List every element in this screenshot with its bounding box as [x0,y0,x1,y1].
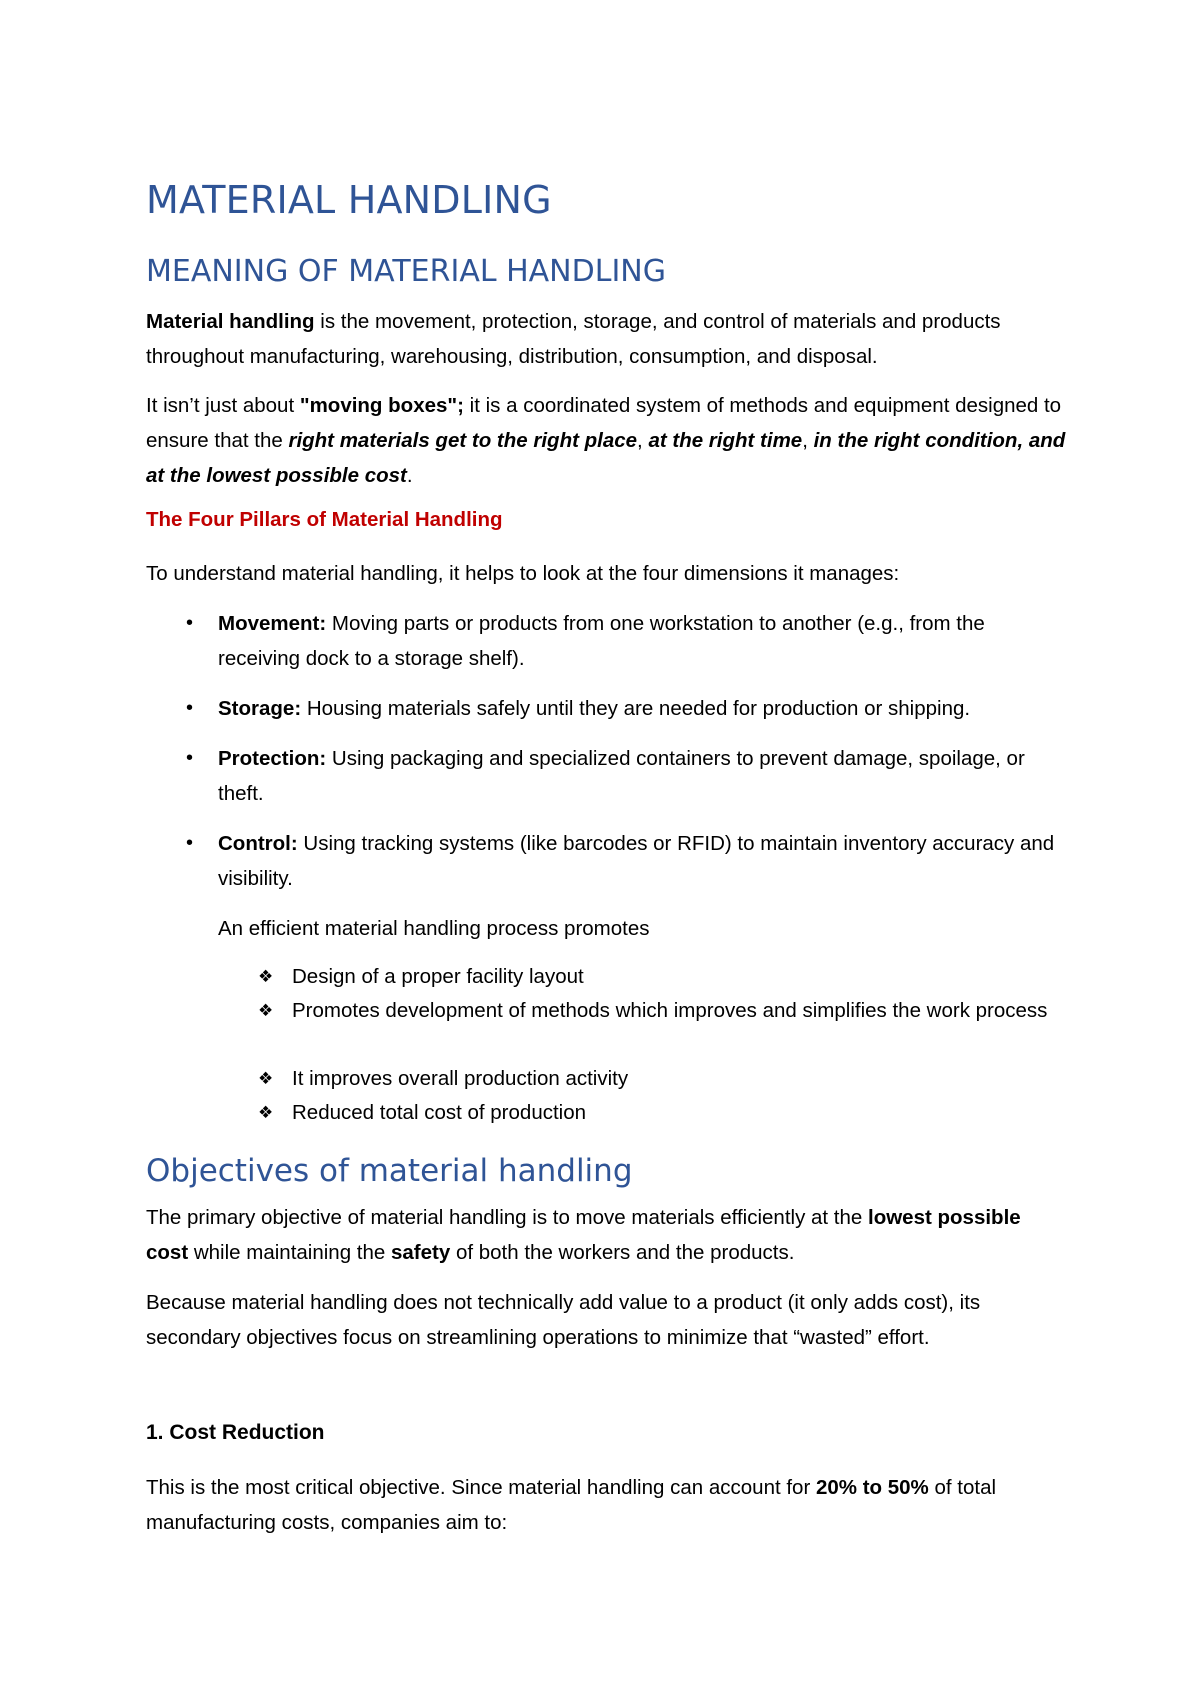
list-item-desc: Using tracking systems (like barcodes or RFID) to maintain inventory accuracy and visibility. [218,832,1055,890]
list-item-desc: Housing materials safely until they are needed for production or shipping. [301,697,971,720]
paragraph-definition [146,304,1066,374]
paragraph-text: of total manufacturing costs, companies aim to: [146,1476,997,1534]
list-item-text [218,826,1066,896]
list-item-text [218,691,1066,726]
list-item-term: Movement: [218,612,327,635]
section-heading-objectives: Objectives of material handling [146,1153,633,1189]
punctuation: , [802,429,814,452]
emphasis-text: right materials get to the right place [288,429,638,452]
disc-bullet-icon: • [186,612,194,634]
paragraph-coordinated-system [146,388,1066,493]
punctuation: , [637,429,649,452]
list-item-term: Control: [218,832,298,855]
four-diamond-bullet-icon: ❖ [258,1103,274,1123]
paragraph-text: The primary objective of material handling is to move materials efficiently at the [146,1206,869,1229]
pillars-intro: To understand material handling, it helps to look at the four dimensions it manages: [146,562,900,585]
list-item-term: Protection: [218,747,327,770]
bold-term: safety [391,1241,451,1264]
list-item-text [218,606,1066,676]
four-diamond-bullet-icon: ❖ [258,1001,274,1021]
bold-term: lowest possible cost [146,1206,1021,1264]
list-item-desc: Moving parts or products from one workstation to another (e.g., from the receiving dock to a storage shelf). [218,612,985,670]
paragraph-text: is the movement, protection, storage, and control of materials and products throughout manufacturing, warehousing, distribution, consumption, and disposal. [146,310,1001,368]
punctuation: . [406,464,413,487]
bold-term: 20% to 50% [815,1476,929,1499]
paragraph-text: it is a coordinated system of methods and equipment designed to ensure that the [146,394,1062,452]
promotes-item-text: It improves overall production activity [292,1067,629,1090]
document-title: MATERIAL HANDLING [146,178,552,222]
paragraph-text: while maintaining the [188,1241,391,1264]
four-diamond-bullet-icon: ❖ [258,967,274,987]
promotes-intro: An efficient material handling process promotes [218,917,650,940]
pillars-heading: The Four Pillars of Material Handling [146,508,503,531]
paragraph-text: It isn’t just about [146,394,300,417]
disc-bullet-icon: • [186,747,194,769]
bold-term: Material handling [146,310,315,333]
paragraph-secondary-objectives: Because material handling does not technically add value to a product (it only adds cost), its secondary objectives focus on streamlining operations to minimize that “wasted” effort. [146,1291,981,1349]
four-diamond-bullet-icon: ❖ [258,1069,274,1089]
bold-quote: "moving boxes"; [299,394,464,417]
list-item-desc: Using packaging and specialized containers to prevent damage, spoilage, or theft. [218,747,1025,805]
paragraph-text: of both the workers and the products. [450,1241,795,1264]
section-heading-meaning: MEANING OF MATERIAL HANDLING [146,254,666,289]
list-item-term: Storage: [218,697,302,720]
list-item-text [218,741,1066,811]
emphasis-text: at the right time [648,429,803,452]
emphasis-text: in the right condition, and at the lowest possible cost [146,429,1066,487]
promotes-item-text: Reduced total cost of production [292,1101,587,1124]
paragraph-primary-objective [146,1200,1066,1270]
disc-bullet-icon: • [186,832,194,854]
promotes-item-text: Design of a proper facility layout [292,965,584,988]
paragraph-cost-reduction [146,1470,1066,1540]
disc-bullet-icon: • [186,697,194,719]
subheading-cost-reduction: 1. Cost Reduction [146,1421,325,1444]
promotes-item-text: Promotes development of methods which improves and simplifies the work process [292,999,1048,1022]
paragraph-text: This is the most critical objective. Since material handling can account for [146,1476,816,1499]
